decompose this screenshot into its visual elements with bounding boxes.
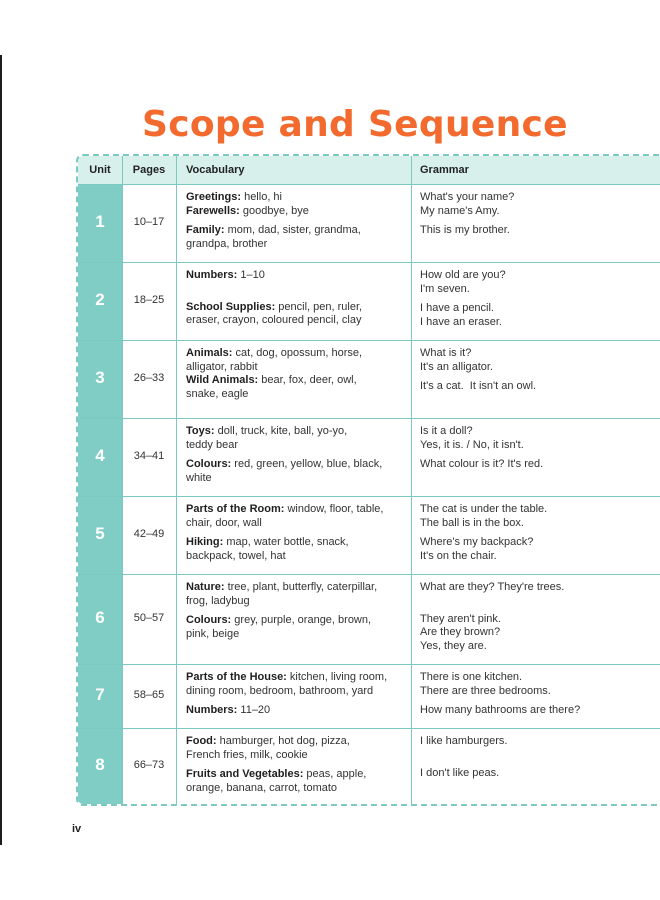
vocabulary-topic: Numbers: — [186, 269, 238, 281]
grammar-cell — [420, 503, 660, 563]
unit-number: 6 — [95, 608, 105, 627]
vocabulary-line — [186, 749, 408, 763]
vocabulary-cell — [186, 503, 408, 563]
vocabulary-line — [186, 314, 408, 328]
vocabulary-line — [186, 550, 408, 564]
vocabulary-words: goodbye, bye — [239, 204, 309, 217]
vocabulary-topic: Family: — [186, 224, 225, 236]
grammar-line: I like hamburgers. — [420, 735, 508, 747]
vocabulary-line — [186, 581, 408, 595]
unit-number: 1 — [95, 212, 105, 231]
vocabulary-topic: Colours: — [186, 458, 232, 470]
grammar-line: My name's Amy. — [420, 204, 500, 217]
vocabulary-words: pink, beige — [186, 627, 240, 640]
vocabulary-words: red, green, yellow, blue, black, — [231, 458, 383, 470]
grammar-line: This is my brother. — [420, 224, 510, 236]
unit-number: 4 — [95, 446, 105, 465]
grammar-cell — [420, 735, 660, 780]
vocabulary-line — [186, 238, 408, 252]
vocabulary-words: frog, ladybug — [186, 594, 250, 607]
vocabulary-topic: School Supplies: — [186, 300, 276, 313]
grammar-line: What are they? They're trees. — [420, 581, 565, 593]
grammar-line: There are three bedrooms. — [420, 684, 551, 697]
vocabulary-words: doll, truck, kite, ball, yo-yo, — [214, 425, 348, 437]
grammar-cell — [420, 671, 660, 718]
unit-pages: 34–41 — [133, 450, 165, 462]
vocabulary-words: window, floor, table, — [284, 503, 384, 515]
page-title: Scope and Sequence — [142, 104, 568, 145]
vocabulary-cell — [186, 671, 408, 718]
vocabulary-line — [186, 595, 408, 609]
vocabulary-topic: Nature: — [186, 581, 225, 593]
vocabulary-line — [186, 269, 408, 283]
vocabulary-line — [186, 704, 408, 718]
vocabulary-words: hamburger, hot dog, pizza, — [216, 735, 350, 747]
vocabulary-words: tree, plant, butterfly, caterpillar, — [224, 581, 378, 593]
column-divider — [411, 156, 412, 804]
vocabulary-topic: Hiking: — [186, 536, 224, 548]
vocabulary-words: hello, hi — [241, 191, 282, 203]
unit-pages: 42–49 — [133, 528, 165, 540]
table-row — [78, 664, 660, 729]
vocabulary-cell — [186, 269, 408, 328]
vocabulary-words: 1–10 — [237, 269, 265, 281]
table-row — [78, 496, 660, 575]
vocabulary-line — [186, 685, 408, 699]
grammar-line: I have a pencil. — [420, 302, 494, 314]
vocabulary-line — [186, 517, 408, 531]
vocabulary-line — [186, 782, 408, 796]
grammar-line: How old are you? — [420, 269, 506, 281]
left-margin-rule — [0, 55, 2, 845]
vocabulary-words: grey, purple, orange, brown, — [231, 614, 372, 626]
grammar-line: What is it? — [420, 347, 472, 359]
unit-pages: 26–33 — [133, 372, 165, 384]
vocabulary-words: mom, dad, sister, grandma, — [224, 224, 361, 236]
page-number: iv — [72, 823, 82, 835]
grammar-cell — [420, 425, 660, 472]
vocabulary-words: orange, banana, carrot, tomato — [186, 781, 338, 794]
vocabulary-cell — [186, 735, 408, 795]
grammar-line: I don't like peas. — [420, 766, 500, 779]
grammar-line: It's a cat. It isn't an owl. — [420, 380, 537, 392]
table-header — [78, 156, 660, 185]
vocabulary-topic: Animals: — [186, 347, 233, 359]
vocabulary-line — [186, 224, 408, 238]
grammar-line: There is one kitchen. — [420, 671, 523, 683]
scope-sequence-table — [76, 154, 660, 806]
vocabulary-cell — [186, 191, 408, 251]
vocabulary-words: peas, apple, — [303, 768, 367, 780]
vocabulary-words: dining room, bedroom, bathroom, yard — [186, 684, 374, 697]
vocabulary-words: grandpa, brother — [186, 237, 268, 250]
grammar-line: Yes, they are. — [420, 639, 487, 652]
grammar-line: Where's my backpack? — [420, 536, 534, 548]
grammar-line: What's your name? — [420, 191, 515, 203]
vocabulary-topic: Colours: — [186, 614, 232, 626]
vocabulary-words: bear, fox, deer, owl, — [258, 374, 357, 386]
vocabulary-line — [186, 536, 408, 550]
vocabulary-words: snake, eagle — [186, 387, 249, 400]
grammar-line: It's an alligator. — [420, 360, 494, 373]
vocabulary-words: pencil, pen, ruler, — [275, 300, 363, 313]
vocabulary-words: 11–20 — [237, 704, 271, 716]
header-unit: Unit — [89, 164, 111, 176]
vocabulary-line — [186, 439, 408, 453]
grammar-line: Are they brown? — [420, 626, 501, 638]
vocabulary-line — [186, 347, 408, 361]
vocabulary-words: chair, door, wall — [186, 516, 262, 529]
vocabulary-cell — [186, 581, 408, 641]
vocabulary-topic: Wild Animals: — [186, 374, 259, 386]
vocabulary-words: eraser, crayon, coloured pencil, clay — [186, 314, 362, 326]
grammar-line: The ball is in the box. — [420, 516, 524, 529]
vocabulary-line — [186, 472, 408, 486]
vocabulary-line — [186, 503, 408, 517]
vocabulary-topic: Parts of the House: — [186, 671, 287, 683]
vocabulary-line — [186, 458, 408, 472]
grammar-cell — [420, 581, 660, 653]
vocabulary-topic: Toys: — [186, 425, 215, 437]
vocabulary-line — [186, 205, 408, 219]
vocabulary-topic: Farewells: — [186, 204, 240, 217]
vocabulary-line — [186, 374, 408, 388]
unit-number: 7 — [95, 685, 105, 704]
header-grammar: Grammar — [420, 164, 469, 176]
grammar-cell — [420, 269, 660, 329]
vocabulary-line — [186, 361, 408, 375]
grammar-line: What colour is it? It's red. — [420, 458, 544, 470]
table-row — [78, 728, 660, 804]
grammar-line: They aren't pink. — [420, 612, 501, 625]
vocabulary-topic: Fruits and Vegetables: — [186, 768, 304, 780]
table-row — [78, 184, 660, 263]
grammar-line: Is it a doll? — [420, 425, 473, 437]
header-vocabulary: Vocabulary — [186, 164, 245, 176]
grammar-line: Yes, it is. / No, it isn't. — [420, 438, 524, 451]
vocabulary-line — [186, 301, 408, 315]
vocabulary-line — [186, 191, 408, 205]
grammar-cell — [420, 191, 660, 238]
grammar-line: I'm seven. — [420, 282, 470, 295]
vocabulary-line — [186, 671, 408, 685]
unit-pages: 50–57 — [133, 612, 165, 624]
vocabulary-line — [186, 614, 408, 628]
vocabulary-words: map, water bottle, snack, — [223, 536, 349, 548]
table-row — [78, 340, 660, 419]
vocabulary-words: white — [186, 471, 212, 484]
vocabulary-line — [186, 768, 408, 782]
vocabulary-words: alligator, rabbit — [186, 360, 258, 373]
unit-number: 3 — [95, 368, 105, 387]
vocabulary-words: teddy bear — [186, 438, 238, 451]
table-row — [78, 418, 660, 497]
vocabulary-words: cat, dog, opossum, horse, — [232, 347, 363, 359]
column-divider — [122, 156, 123, 804]
vocabulary-words: backpack, towel, hat — [186, 549, 286, 562]
unit-pages: 18–25 — [133, 294, 165, 306]
vocabulary-topic: Parts of the Room: — [186, 503, 285, 515]
unit-pages: 10–17 — [133, 216, 165, 228]
vocabulary-words: kitchen, living room, — [286, 671, 388, 683]
unit-number: 5 — [95, 524, 105, 543]
column-divider — [176, 156, 177, 804]
vocabulary-line — [186, 628, 408, 642]
unit-pages: 66–73 — [133, 759, 165, 771]
grammar-line: The cat is under the table. — [420, 503, 548, 515]
vocabulary-topic: Numbers: — [186, 704, 238, 716]
vocabulary-cell — [186, 347, 408, 401]
vocabulary-topic: Greetings: — [186, 191, 242, 203]
table-row — [78, 262, 660, 341]
grammar-line: How many bathrooms are there? — [420, 704, 581, 716]
unit-pages: 58–65 — [133, 689, 165, 701]
vocabulary-line — [186, 425, 408, 439]
grammar-line: I have an eraser. — [420, 315, 502, 328]
unit-number: 8 — [95, 755, 105, 774]
vocabulary-line — [186, 735, 408, 749]
grammar-cell — [420, 347, 660, 394]
vocabulary-line — [186, 388, 408, 402]
vocabulary-words: French fries, milk, cookie — [186, 748, 308, 761]
grammar-line: It's on the chair. — [420, 549, 497, 562]
header-pages: Pages — [132, 164, 166, 176]
vocabulary-cell — [186, 425, 408, 485]
vocabulary-topic: Food: — [186, 735, 217, 747]
unit-number: 2 — [95, 290, 105, 309]
table-row — [78, 574, 660, 665]
